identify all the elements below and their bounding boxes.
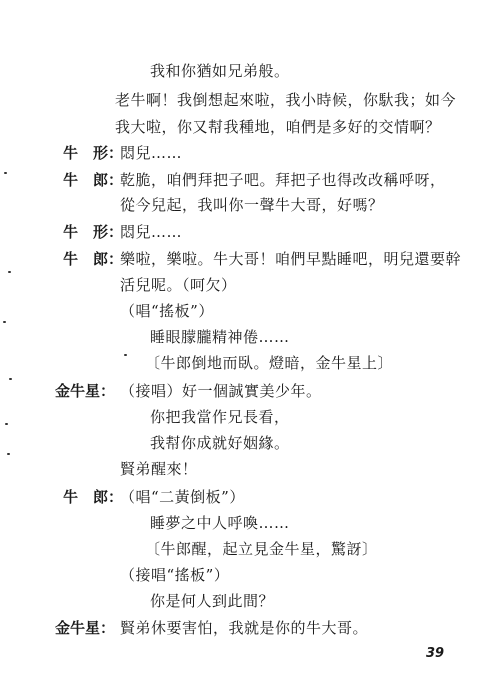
text-line: 睡夢之中人呼喚……	[150, 514, 290, 532]
page-number: 39	[426, 646, 445, 661]
speaker-label: 金牛星：	[55, 619, 116, 637]
speaker-label: 牛 郎：	[63, 250, 124, 268]
text-line: 我幇你成就好姻緣。	[150, 434, 290, 452]
scan-speck	[5, 423, 8, 425]
text-line: 乾脆，咱們拜把子吧。拜把子也得改改稱呼呀，	[120, 171, 446, 189]
text-line: 我大啦，你又幇我種地，咱們是多好的交情啊？	[115, 118, 441, 136]
text-line: 你是何人到此間？	[150, 592, 275, 610]
speaker-label: 牛 郎：	[63, 488, 124, 506]
text-line: 從今兒起，我叫你一聲牛大哥，好嗎？	[120, 196, 384, 214]
stage-direction: 〔牛郎倒地而臥。燈暗，金牛星上〕	[145, 354, 394, 372]
text-line: 活兒呢。（呵欠）	[120, 276, 237, 294]
scan-speck	[3, 321, 6, 323]
text-line: （唱“二黃倒板”）	[120, 488, 245, 506]
scan-speck	[7, 453, 10, 455]
text-line: 賢弟休要害怕，我就是你的牛大哥。	[120, 619, 369, 637]
text-line: （接唱“搖板”）	[120, 566, 230, 584]
text-line: 賢弟醒來！	[120, 460, 198, 478]
text-line: 老牛啊！我倒想起來啦，我小時候，你馱我；如今	[115, 91, 457, 109]
stage-direction: 〔牛郎醒，起立見金牛星，驚訝〕	[145, 540, 378, 558]
text-line: 樂啦，樂啦。牛大哥！咱們早點睡吧，明兒還要幹	[120, 250, 462, 268]
text-line: 你把我當作兄長看，	[150, 408, 290, 426]
scan-speck	[124, 354, 127, 356]
text-line: 悶兒……	[120, 223, 183, 241]
text-line: 我和你猶如兄弟般。	[150, 62, 290, 80]
text-line: 悶兒……	[120, 144, 183, 162]
scan-speck	[8, 271, 11, 273]
scan-speck	[9, 378, 12, 380]
speaker-label: 牛 形：	[63, 223, 124, 241]
scan-speck	[4, 172, 7, 174]
text-line: （唱“搖板”）	[120, 302, 214, 320]
text-line: （接唱）好一個誠實美少年。	[120, 382, 322, 400]
speaker-label: 牛 郎：	[63, 171, 124, 189]
speaker-label: 金牛星：	[55, 382, 116, 400]
speaker-label: 牛 形：	[63, 144, 124, 162]
text-line: 睡眼朦朧精神倦……	[150, 328, 290, 346]
